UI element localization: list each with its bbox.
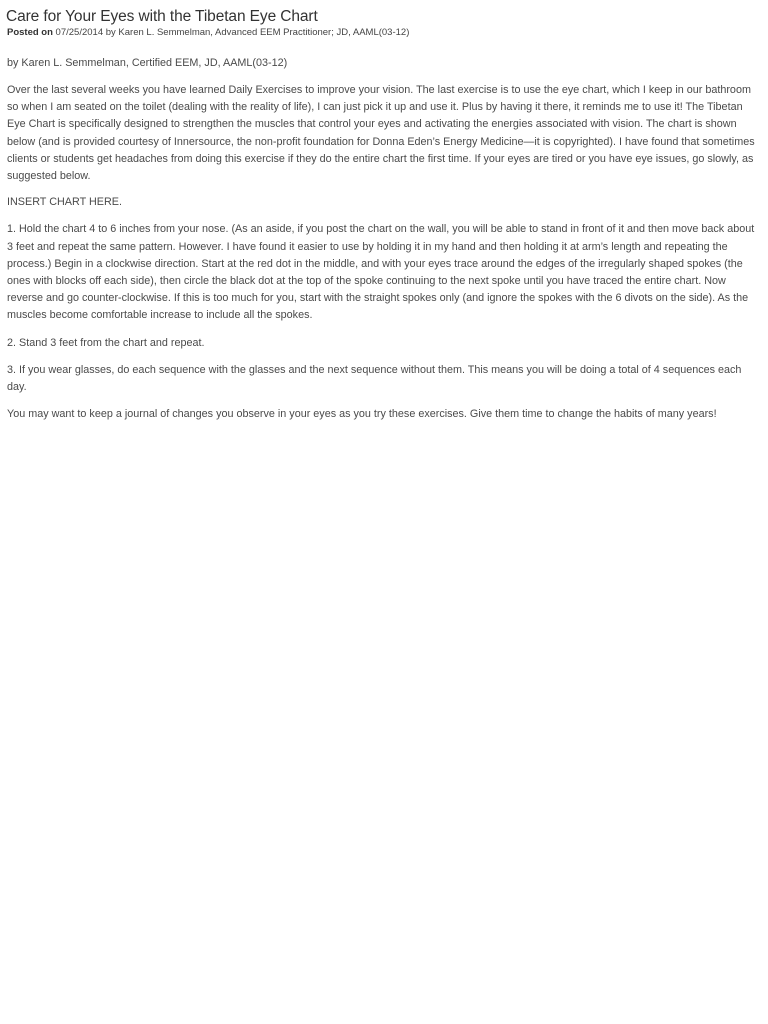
step-two-paragraph: 2. Stand 3 feet from the chart and repeat. bbox=[7, 336, 205, 349]
article-title: Care for Your Eyes with the Tibetan Eye Chart bbox=[6, 8, 318, 25]
step-three-paragraph: 3. If you wear glasses, do each sequence with the glasses and the next sequence without them. This means you will be doing a total of 4 sequences each day. bbox=[7, 363, 742, 394]
posted-on-label: Posted on bbox=[7, 27, 53, 38]
step-one-paragraph: 1. Hold the chart 4 to 6 inches from your nose. (As an aside, if you post the chart on the wall, you will be able to stand in front of it and then move back about 3 feet and repeat the same pattern. However. I have found it easier to use by holding it in my hand and then holding it at arm’s length and repeating the process.) Begin in a clockwise direction. Start at the red dot in the middle, and with your eyes trace around the edges of the irregularly shaped spokes (the ones with blocks off each side), then circle the black dot at the top of the spoke continuing to the next spoke until you have traced the entire chart. Now reverse and go counter-clockwise. If this is too much for you, start with the straight spokes only (and ignore the spokes with the 6 divots on the side). As the muscles become comfortable increase to include all the spokes. bbox=[7, 223, 755, 322]
chart-placeholder-text: INSERT CHART HERE. bbox=[7, 196, 122, 209]
post-meta bbox=[7, 27, 760, 39]
author-byline: by Karen L. Semmelman, Certified EEM, JD, AAML(03-12) bbox=[7, 57, 288, 69]
intro-paragraph: Over the last several weeks you have learned Daily Exercises to improve your vision. The last exercise is to use the eye chart, which I keep in our bathroom so when I am seated on the toilet (dealing with the reality of life), I can just pick it up and use it. Plus by having it there, it reminds me to use it! The Tibetan Eye Chart is specifically designed to strengthen the muscles that control your eyes and activating the energies associated with vision. The chart is shown below (and is provided courtesy of Innersource, the non-profit foundation for Donna Eden’s Energy Medicine—it is copyrighted). I have found that sometimes clients or students get headaches from doing this exercise if they do the entire chart the first time. If your eyes are tired or you have eye issues, go slowly, as suggested below. bbox=[7, 84, 755, 183]
closing-paragraph: You may want to keep a journal of changes you observe in your eyes as you try these exercises. Give them time to change the habits of many years! bbox=[7, 408, 717, 421]
posted-date-author: 07/25/2014 by Karen L. Semmelman, Advanced EEM Practitioner; JD, AAML(03-12) bbox=[52, 27, 410, 38]
